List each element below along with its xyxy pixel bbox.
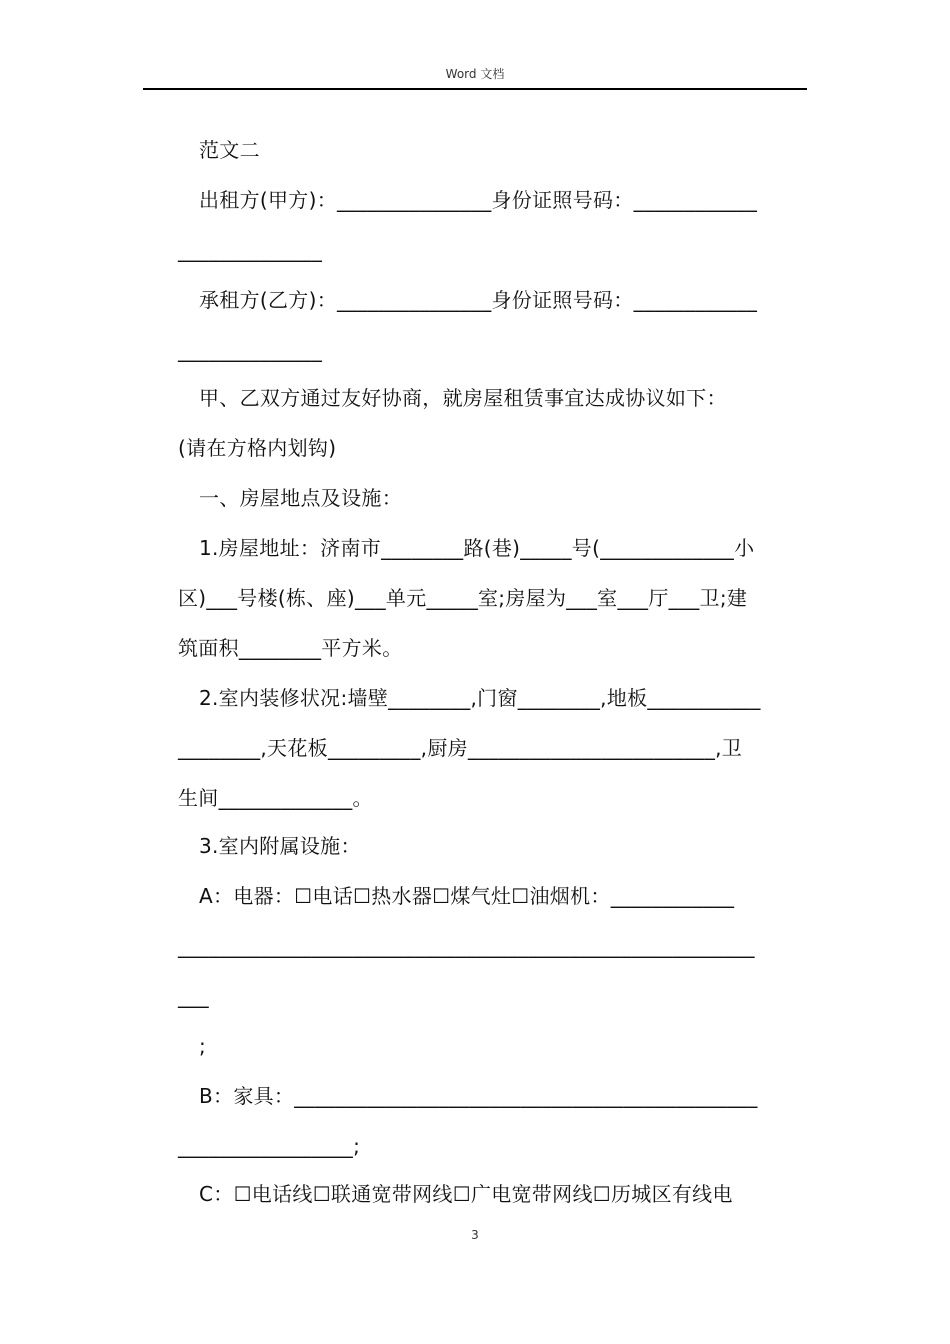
doc-line-3: ______________ <box>178 238 323 262</box>
doc-line-11: 筑面积________平方米。 <box>178 636 403 660</box>
doc-line-7: (请在方格内划钩) <box>178 436 337 460</box>
doc-line-6: 甲、乙双方通过友好协商，就房屋租赁事宜达成协议如下： <box>199 386 727 410</box>
page-number: 3 <box>471 1228 479 1242</box>
doc-line-5: ______________ <box>178 338 323 362</box>
doc-line-8: 一、房屋地点及设施： <box>199 486 402 510</box>
doc-line-9: 1.房屋地址：济南市________路(巷)_____号(_____________小 <box>199 536 755 560</box>
doc-line-18: ___ <box>178 984 209 1008</box>
doc-line-21: _________________; <box>178 1134 361 1158</box>
doc-line-12: 2.室内装修状况:墙壁________,门窗________,地板___________ <box>199 686 761 710</box>
doc-line-22: C：☐电话线☐联通宽带网线☐广电宽带网线☐历城区有线电 <box>199 1182 733 1206</box>
doc-line-17: ________________________________________________________ <box>178 934 755 958</box>
doc-line-13: ________,天花板_________,厨房________________________,卫 <box>178 736 743 760</box>
doc-line-16: A：电器：☐电话☐热水器☐煤气灶☐油烟机：____________ <box>199 884 735 908</box>
doc-line-14: 生间_____________。 <box>178 786 373 810</box>
doc-line-19: ; <box>199 1034 207 1058</box>
doc-line-20: B：家具：_____________________________________________ <box>199 1084 758 1108</box>
doc-line-2: 出租方(甲方)：_______________身份证照号码：____________ <box>199 188 758 212</box>
doc-line-1: 范文二 <box>199 138 260 162</box>
doc-line-4: 承租方(乙方)：_______________身份证照号码：____________ <box>199 288 758 312</box>
doc-line-10: 区)___号楼(栋、座)___单元_____室;房屋为___室___厅___卫;建 <box>178 586 748 610</box>
doc-line-15: 3.室内附属设施： <box>199 834 361 858</box>
page-header: Word 文档 <box>143 62 807 90</box>
